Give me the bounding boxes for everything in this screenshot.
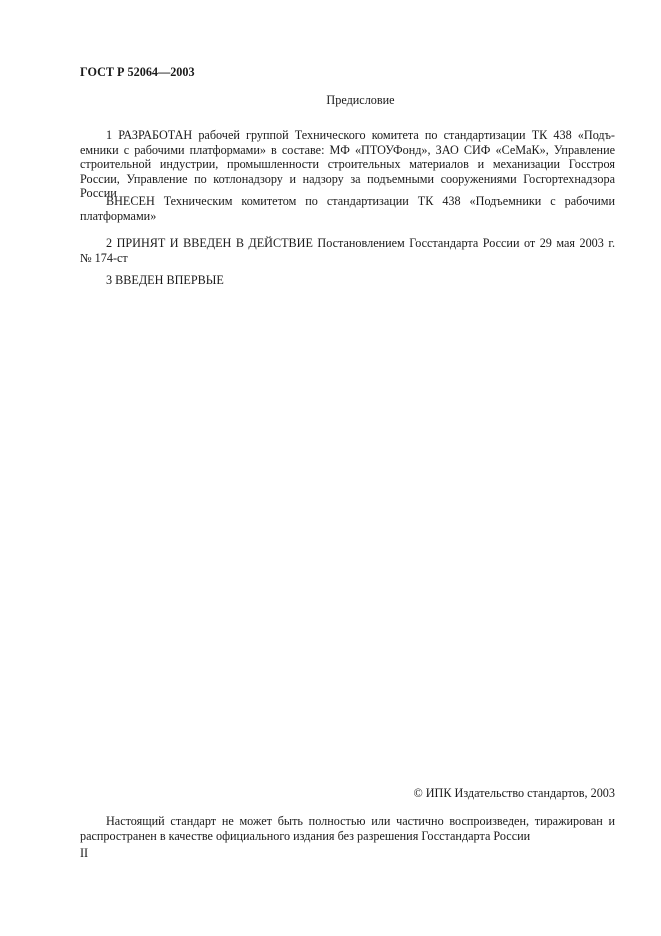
text-line: России, Управление по котлонадзору и надзору за подъемными сооружениями Госгортехнадзора bbox=[80, 171, 615, 186]
text-line: ВНЕСЕН Техническим комитетом по стандартизации ТК 438 «Подъемники с рабочими bbox=[106, 194, 615, 208]
copyright: © ИПК Издательство стандартов, 2003 bbox=[413, 786, 615, 800]
text-line: 2 ПРИНЯТ И ВВЕДЕН В ДЕЙСТВИЕ Постановлением Госстандарта России от 29 мая 2003 г. bbox=[106, 236, 615, 250]
text-line: распространен в качестве официального издания без разрешения Госстандарта России bbox=[80, 828, 531, 843]
page-number: II bbox=[80, 846, 89, 860]
text-line: Настоящий стандарт не может быть полностью или частично воспроизведен, тиражирован и bbox=[106, 814, 615, 828]
document-id: ГОСТ Р 52064—2003 bbox=[80, 65, 195, 79]
text-line: емники с рабочими платформами» в составе: МФ «ПТОУФонд», ЗАО СИФ «СеМаК», Управление bbox=[80, 142, 615, 157]
paragraph-first-introduced: 3 ВВЕДЕН ВПЕРВЫЕ bbox=[106, 273, 224, 287]
text-line: № 174-ст bbox=[80, 250, 128, 265]
text-line: строительной индустрии, промышленности строительных материалов и механизации Госстроя bbox=[80, 157, 615, 171]
text-line: России bbox=[80, 186, 117, 200]
text-line: платформами» bbox=[80, 208, 157, 223]
section-title: Предисловие bbox=[326, 93, 395, 107]
text-line: 1 РАЗРАБОТАН рабочей группой Технического комитета по стандартизации ТК 438 «Подъ- bbox=[106, 128, 615, 142]
